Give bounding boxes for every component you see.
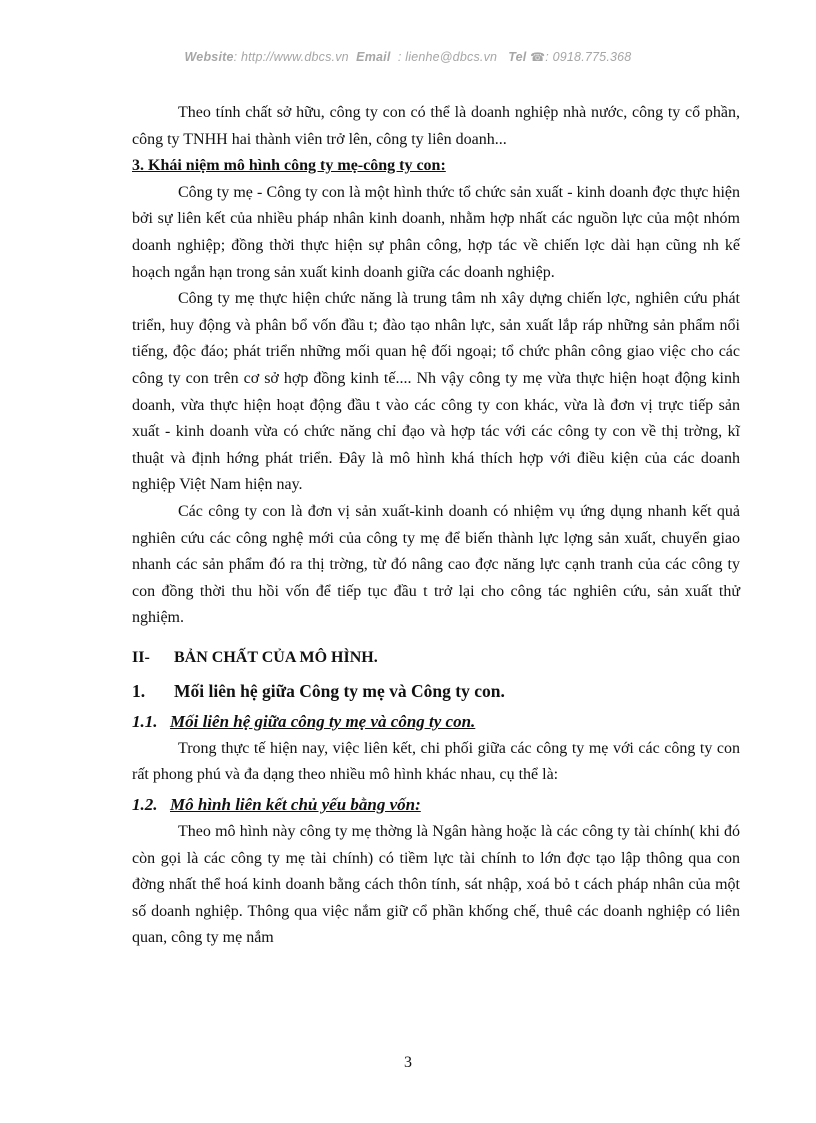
website-value: : http://www.dbcs.vn [233, 50, 349, 64]
paragraph-ownership: Theo tính chất sở hữu, công ty con có thể là doanh nghiệp nhà nước, công ty cổ phần, công ty TNHH hai thành viên trở lên, công ty liên doanh... [132, 104, 740, 148]
page-header [0, 50, 816, 64]
section-heading-3: 3. Khái niệm mô hình công ty mẹ-công ty con: [132, 157, 446, 175]
tel-label: Tel [508, 50, 527, 64]
section-heading-ii-number: II- [132, 648, 150, 666]
paragraph-relationship: Trong thực tế hiện nay, việc liên kết, chi phối giữa các công ty mẹ với các công ty con rất phong phú và đa dạng theo nhiều mô hình khác nhau, cụ thể là: [132, 739, 740, 784]
section-heading-1-number: 1. [132, 680, 146, 701]
paragraph-definition: Công ty mẹ - Công ty con là một hình thức tổ chức sản xuất - kinh doanh đợc thực hiện bởi sự liên kết của nhiều pháp nhân kinh doanh, nhằm hợp nhất các nguồn lực của một nhóm doanh nghiệp; đồng thời thực hiện sự phân công, hợp tác về chiến lợc dài hạn cũng nh kế hoạch ngắn hạn trong sản xuất kinh doanh giữa các doanh nghiệp. [132, 183, 740, 281]
section-heading-1-text: Mối liên hệ giữa Công ty mẹ và Công ty con. [174, 680, 505, 701]
phone-icon: ☎ [530, 50, 546, 64]
website-label: Website [184, 50, 234, 64]
paragraph-capital-model: Theo mô hình này công ty mẹ thờng là Ngân hàng hoặc là các công ty tài chính( khi đó còn gọi là các công ty mẹ tài chính) có tiềm lực tài chính to lớn đợc tạo lập thông qua con đờng nhất thể hoá kinh doanh bằng cách thôn tính, sát nhập, xoá bỏ t cách pháp nhân của một số doanh nghiệp. Thông qua việc nắm giữ cổ phần khống chế, thuê các doanh nghiệp có liên quan, công ty mẹ nắm [132, 823, 740, 947]
section-heading-1 [132, 676, 740, 706]
section-heading-1-1-text: Mối liên hệ giữa công ty mẹ và công ty con. [170, 711, 476, 731]
email-label: Email [356, 50, 391, 64]
paragraph-parent-role: Công ty mẹ thực hiện chức năng là trung tâm nh xây dựng chiến lợc, nghiên cứu phát triển, huy động và phân bổ vốn đầu t; đào tạo nhân lực, sản xuất lắp ráp những sản phẩm nổi tiếng, độc đáo; phát triển những mối quan hệ đối ngoại; tổ chức phân công giao việc cho các công ty con trên cơ sở hợp đồng kinh tế.... Nh vậy công ty mẹ vừa thực hiện hoạt động kinh doanh, vừa thực hiện hoạt động đầu t vào các công ty con khác, vừa là đơn vị trực tiếp sản xuất - kinh doanh vừa có chức năng chỉ đạo và hợp tác với các công ty con về thị trờng, kĩ thuật và định hớng phát triển. Đây là mô hình khá thích hợp với điều kiện của các doanh nghiệp Việt Nam hiện nay. [132, 290, 740, 494]
page-number: 3 [404, 1054, 412, 1071]
section-heading-1-1 [132, 708, 740, 736]
paragraph-subsidiary-role: Các công ty con là đơn vị sản xuất-kinh doanh có nhiệm vụ ứng dụng nhanh kết quả nghiên cứu các công nghệ mới của công ty mẹ để biến thành lực lợng sản xuất, chuyển giao nhanh các sản phẩm đó ra thị trờng, từ đó nâng cao đợc năng lực cạnh tranh của các công ty con đồng thời thu hồi vốn để tiếp tục đầu t trở lại cho công tác nghiên cứu, sản xuất thử nghiệm. [132, 502, 740, 627]
section-heading-1-2-text: Mô hình liên kết chủ yếu bằng vốn: [170, 795, 421, 815]
tel-value: : 0918.775.368 [545, 50, 632, 64]
section-heading-ii [132, 644, 740, 672]
section-heading-ii-text: BẢN CHẤT CỦA MÔ HÌNH. [174, 648, 378, 666]
section-heading-1-2-number: 1.2. [132, 795, 158, 815]
section-heading-1-1-number: 1.1. [132, 711, 158, 731]
email-value: : lienhe@dbcs.vn [397, 50, 498, 64]
document-body [132, 100, 740, 952]
section-heading-1-2 [132, 791, 740, 819]
